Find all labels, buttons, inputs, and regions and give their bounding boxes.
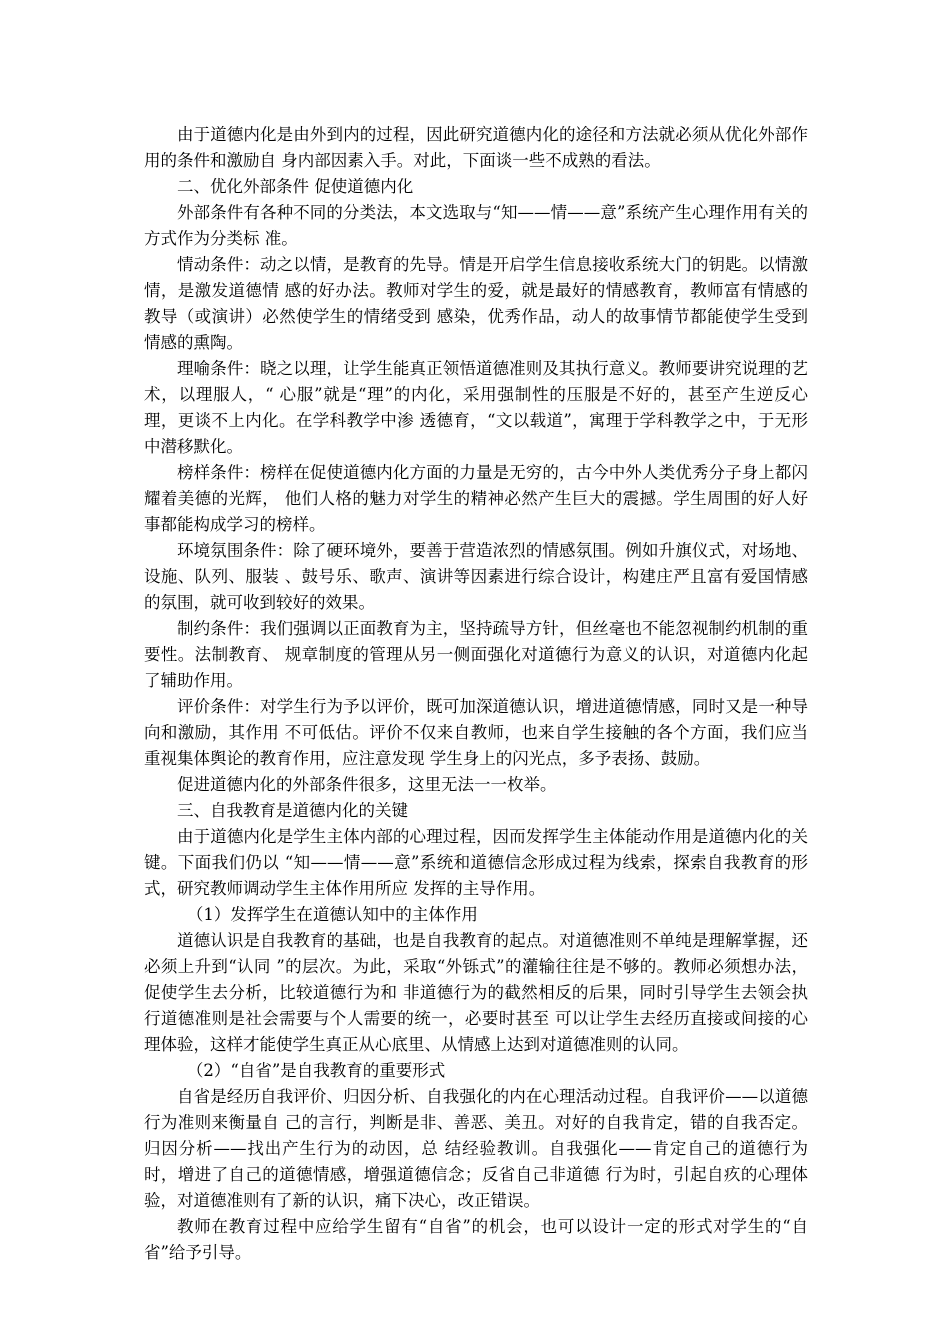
- paragraph-moral-cognition: 道德认识是自我教育的基础，也是自我教育的起点。对道德准则不单纯是理解掌握，还必须上升到“认同 ”的层次。为此，采取“外铄式”的灌输往往是不够的。教师必须想办法，促使学生去分析，比较道德行为和 非道德行为的截然相反的后果，同时引导学生去领会执行道德准则是社会需要与个人需要的统一，必要时甚至 可以让学生去经历直接或间接的心理体验，这样才能使学生真正从心底里、从情感上达到对道德准则的认同。: [144, 931, 808, 1054]
- paragraph-classification: 外部条件有各种不同的分类法，本文选取与“知——情——意”系统产生心理作用有关的方式作为分类标 准。: [144, 203, 808, 248]
- section-heading-2: 二、优化外部条件 促使道德内化: [177, 177, 414, 196]
- paragraph-constraint-condition: 制约条件：我们强调以正面教育为主，坚持疏导方针，但丝毫也不能忽视制约机制的重要性。法制教育、 规章制度的管理从另一侧面强化对道德行为意义的认识，对道德内化起了辅助作用。: [144, 619, 808, 690]
- paragraph-environment-condition: 环境氛围条件：除了硬环境外，要善于营造浓烈的情感氛围。例如升旗仪式，对场地、设施、队列、服装 、鼓号乐、歌声、演讲等因素进行综合设计，构建庄严且富有爱国情感的氛围，就可收到较好的效果。: [144, 541, 808, 612]
- paragraph-role-model-condition: 榜样条件：榜样在促使道德内化方面的力量是无穷的，古今中外人类优秀分子身上都闪耀着美德的光辉， 他们人格的魅力对学生的精神必然产生巨大的震撼。学生周围的好人好事都能构成学习的榜样。: [144, 463, 808, 534]
- subsection-heading-2: （2）“自省”是自我教育的重要形式: [186, 1061, 446, 1080]
- paragraph-evaluation-condition: 评价条件：对学生行为予以评价，既可加深道德认识，增进道德情感，同时又是一种导向和激励，其作用 不可低估。评价不仅来自教师，也来自学生接触的各个方面，我们应当重视集体舆论的教育作用，应注意发现 学生身上的闪光点，多予表扬、鼓励。: [144, 697, 808, 768]
- paragraph-teacher-guidance: 教师在教育过程中应给学生留有“自省”的机会，也可以设计一定的形式对学生的“自省”给予引导。: [144, 1217, 808, 1262]
- paragraph-self-education: 由于道德内化是学生主体内部的心理过程，因而发挥学生主体能动作用是道德内化的关键。下面我们仍以 “知——情——意”系统和道德信念形成过程为线索，探索自我教育的形式，研究教师调动学生主体作用所应 发挥的主导作用。: [144, 827, 808, 898]
- subsection-heading-1: （1）发挥学生在道德认知中的主体作用: [186, 905, 478, 924]
- paragraph-summary: 促进道德内化的外部条件很多，这里无法一一枚举。: [177, 775, 557, 794]
- paragraph-intro: 由于道德内化是由外到内的过程，因此研究道德内化的途径和方法就必须从优化外部作用的条件和激励自 身内部因素入手。对此，下面谈一些不成熟的看法。: [144, 125, 808, 170]
- document-body: [144, 122, 808, 1266]
- paragraph-self-reflection: 自省是经历自我评价、归因分析、自我强化的内在心理活动过程。自我评价——以道德行为准则来衡量自 己的言行，判断是非、善恶、美丑。对好的自我肯定，错的自我否定。归因分析——找出产生行为的动因，总 结经验教训。自我强化——肯定自己的道德行为时，增进了自己的道德情感，增强道德信念；反省自己非道德 行为时，引起自疚的心理体验，对道德准则有了新的认识，痛下决心，改正错误。: [144, 1087, 808, 1210]
- paragraph-reason-condition: 理喻条件：晓之以理，让学生能真正领悟道德准则及其执行意义。教师要讲究说理的艺术，以理服人，“ 心服”就是“理”的内化，采用强制性的压服是不好的，甚至产生逆反心理，更谈不上内化。在学科教学中渗 透德育，“文以载道”，寓理于学科教学之中，于无形中潜移默化。: [144, 359, 808, 456]
- paragraph-emotion-condition: 情动条件：动之以情，是教育的先导。情是开启学生信息接收系统大门的钥匙。以情激情，是激发道德情 感的好办法。教师对学生的爱，就是最好的情感教育，教师富有情感的教导（或演讲）必然使学生的情绪受到 感染，优秀作品，动人的故事情节都能使学生受到情感的熏陶。: [144, 255, 808, 352]
- section-heading-3: 三、自我教育是道德内化的关键: [177, 801, 408, 820]
